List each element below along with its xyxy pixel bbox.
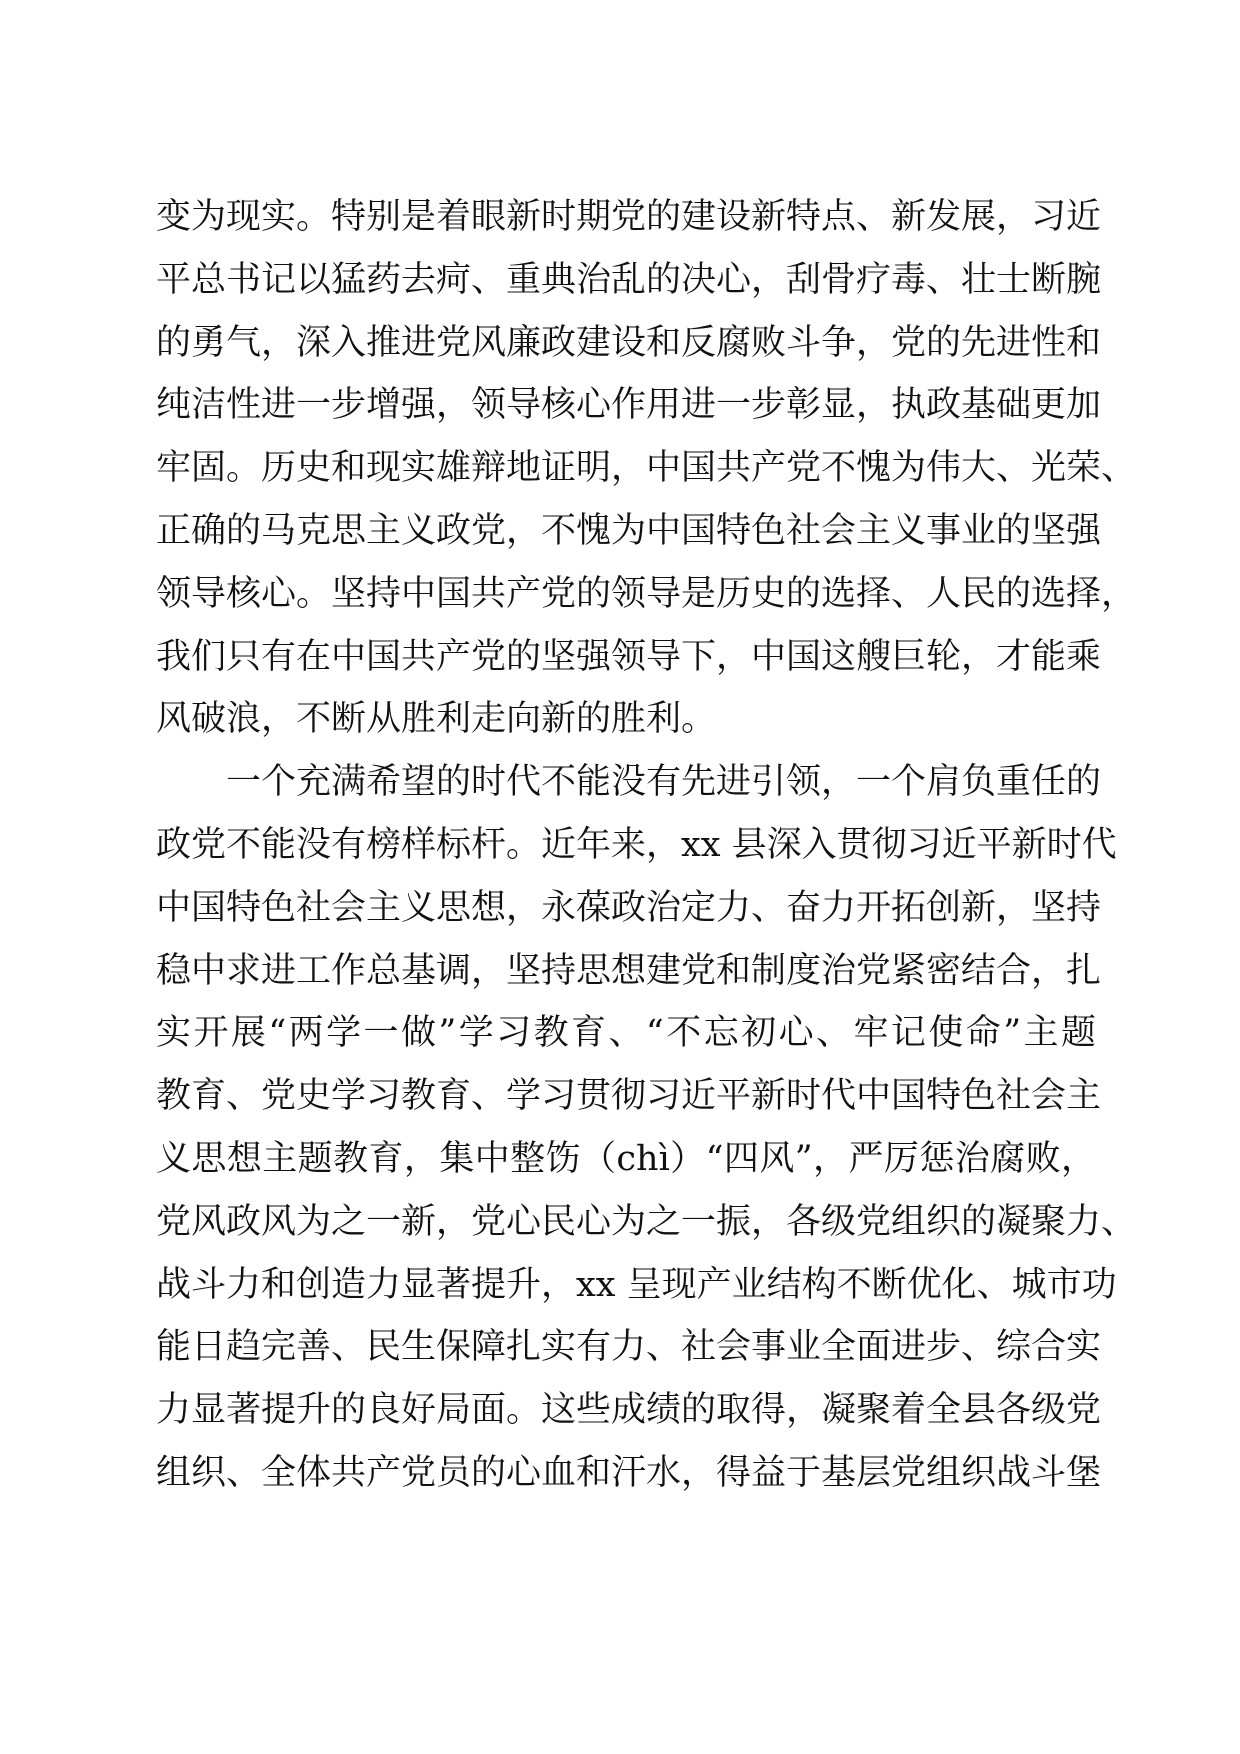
text-line: 领导核心。坚持中国共产党的领导是历史的选择、人民的选择， [156, 573, 1137, 614]
text-line: 党风政风为之一新，党心民心为之一振，各级党组织的凝聚力、 [156, 1201, 1137, 1242]
text-line: 战斗力和创造力显著提升，xx 呈现产业结构不断优化、城市功 [156, 1264, 1117, 1305]
text-line: 平总书记以猛药去疴、重典治乱的决心，刮骨疗毒、壮士断腕 [156, 259, 1102, 300]
text-line: 中国特色社会主义思想，永葆政治定力、奋力开拓创新，坚持 [156, 887, 1102, 928]
text-line: 我们只有在中国共产党的坚强领导下，中国这艘巨轮，才能乘 [156, 636, 1102, 677]
text-line: 政党不能没有榜样标杆。近年来，xx 县深入贯彻习近平新时代 [156, 824, 1117, 865]
text-line: 一个充满希望的时代不能没有先进引领，一个肩负重任的 [226, 762, 1102, 803]
text-line: 力显著提升的良好局面。这些成绩的取得，凝聚着全县各级党 [156, 1390, 1102, 1431]
text-line: 组织、全体共产党员的心血和汗水，得益于基层党组织战斗堡 [156, 1452, 1102, 1493]
text-line: 正确的马克思主义政党，不愧为中国特色社会主义事业的坚强 [156, 510, 1102, 551]
text-line: 稳中求进工作总基调，坚持思想建党和制度治党紧密结合，扎 [156, 950, 1102, 991]
text-line: 教育、党史学习教育、学习贯彻习近平新时代中国特色社会主 [156, 1076, 1102, 1117]
paragraph-2 [156, 751, 1137, 1505]
body-text [156, 186, 1137, 1505]
text-line: 变为现实。特别是着眼新时期党的建设新特点、新发展，习近 [156, 197, 1102, 237]
text-line: 的勇气，深入推进党风廉政建设和反腐败斗争，党的先进性和 [156, 322, 1102, 363]
text-line: 义思想主题教育，集中整饬（chì）“四风”，严厉惩治腐败， [156, 1138, 1096, 1179]
text-line: 风破浪，不断从胜利走向新的胜利。 [156, 699, 717, 740]
text-line: 纯洁性进一步增强，领导核心作用进一步彰显，执政基础更加 [156, 385, 1102, 426]
paragraph-1 [156, 186, 1137, 751]
text-line: 实开展“两学一做”学习教育、“不忘初心、牢记使命”主题 [156, 1013, 1096, 1054]
text-line: 牢固。历史和现实雄辩地证明，中国共产党不愧为伟大、光荣、 [156, 448, 1137, 489]
text-line: 能日趋完善、民生保障扎实有力、社会事业全面进步、综合实 [156, 1327, 1102, 1368]
